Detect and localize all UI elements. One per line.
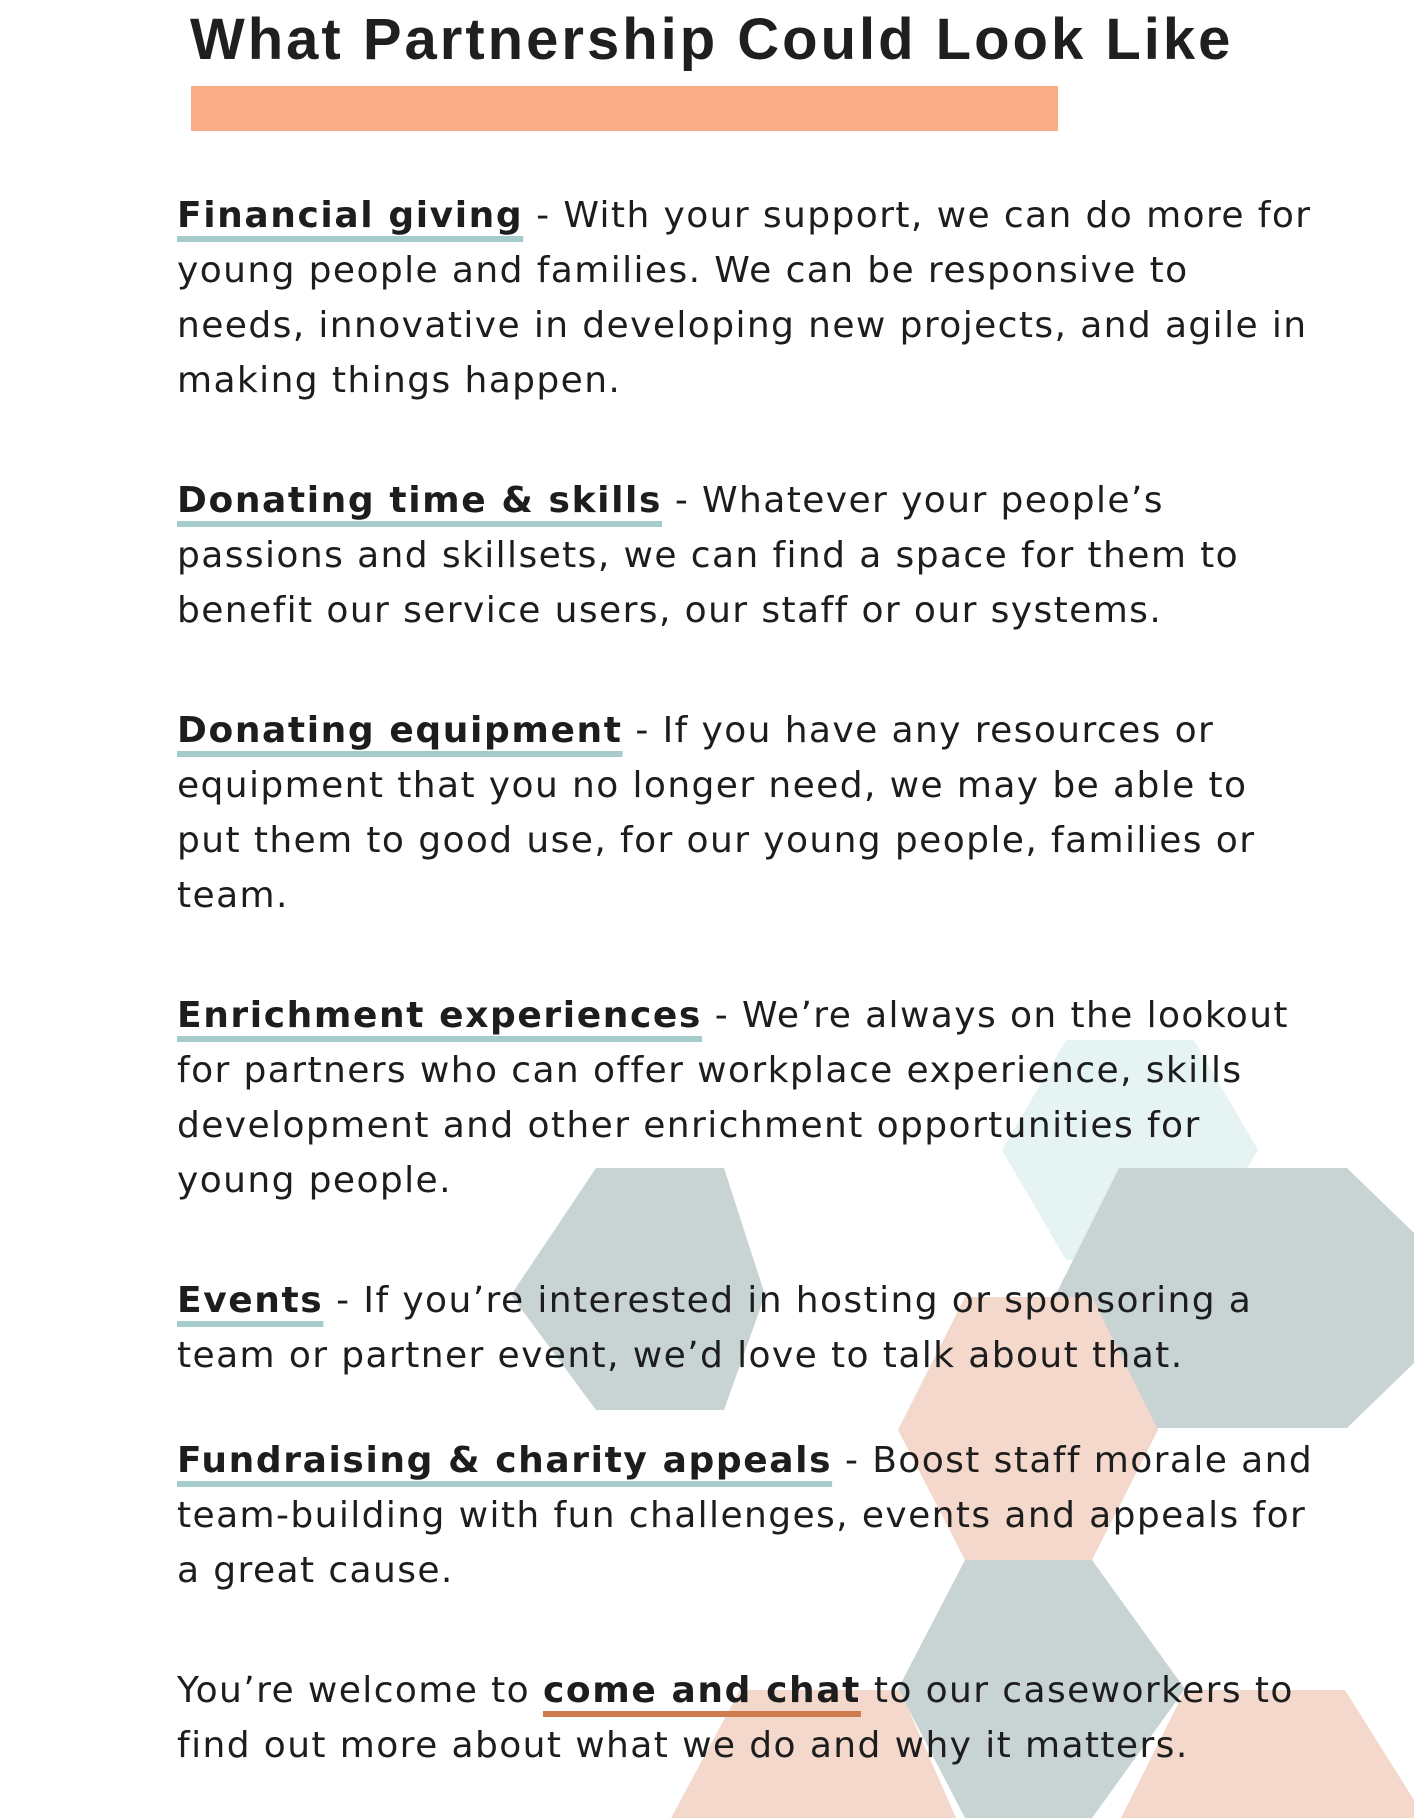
option-text: - If you have any resources or equipment that you no longer need, we may be able to put them to good use, for our young people, families or team. (177, 710, 1256, 916)
option-text: - We’re always on the lookout for partners who can offer workplace experience, skills development and other enrichment opportunities for young people. (177, 995, 1289, 1201)
option-donating-time-skills (177, 473, 1317, 638)
option-text: - With your support, we can do more for young people and families. We can be responsive to needs, innovative in developing new projects, and agile in making things happen. (177, 195, 1312, 401)
option-text: - Whatever your people’s passions and skillsets, we can find a space for them to benefit our service users, our staff or our systems. (177, 480, 1240, 631)
title-accent-bar (191, 86, 1058, 131)
option-text: - If you’re interested in hosting or sponsoring a team or partner event, we’d love to talk about that. (177, 1280, 1253, 1376)
option-heading: Financial giving (177, 195, 524, 236)
option-enrichment-experiences (177, 988, 1317, 1208)
closing-text-start: You’re welcome to (177, 1670, 543, 1711)
option-heading: Enrichment experiences (177, 995, 702, 1036)
option-text: - Boost staff morale and team-building with fun challenges, events and appeals for a great cause. (177, 1440, 1314, 1591)
come-and-chat-link[interactable]: come and chat (542, 1670, 861, 1711)
option-financial-giving (177, 188, 1317, 408)
option-heading: Donating equipment (177, 710, 623, 751)
partnership-options (177, 188, 1317, 1773)
closing-text-end: to our caseworkers to find out more about what we do and why it matters. (177, 1670, 1294, 1766)
option-heading: Donating time & skills (177, 480, 662, 521)
option-heading: Events (177, 1280, 324, 1321)
option-fundraising-appeals (177, 1433, 1317, 1598)
closing-paragraph (177, 1663, 1317, 1773)
page-title: What Partnership Could Look Like (190, 7, 1234, 72)
option-donating-equipment (177, 703, 1317, 923)
option-heading: Fundraising & charity appeals (177, 1440, 833, 1481)
option-events (177, 1273, 1317, 1383)
